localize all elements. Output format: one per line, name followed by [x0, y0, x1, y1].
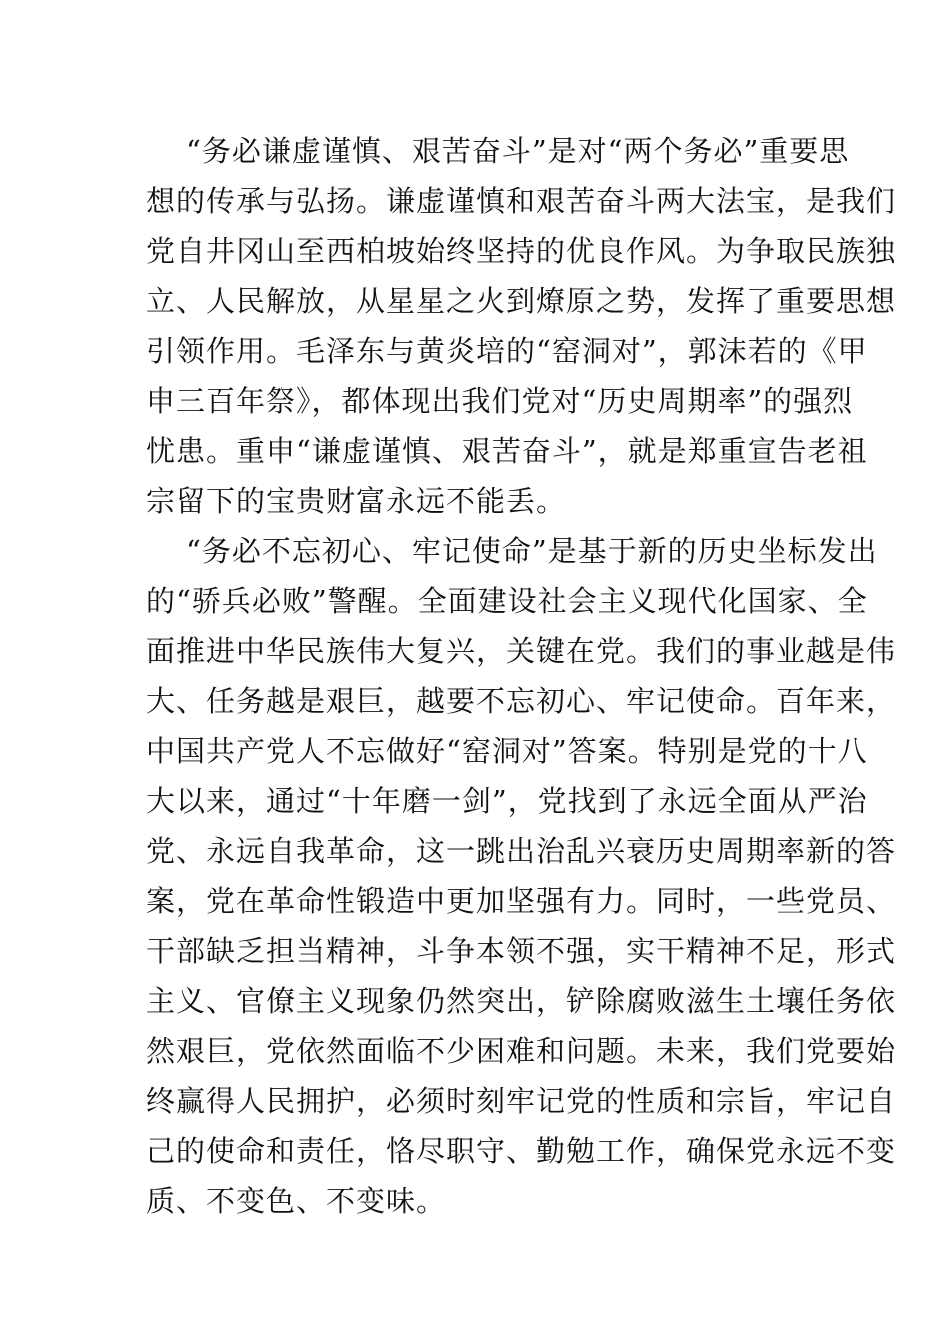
- paragraph-line: 干部缺乏担当精神，斗争本领不强，实干精神不足，形式: [146, 934, 897, 968]
- paragraph-line: 大以来，通过“十年磨一剑”，党找到了永远全面从严治: [146, 784, 868, 818]
- paragraph-line: 大、任务越是艰巨，越要不忘初心、牢记使命。百年来，: [146, 684, 897, 718]
- paragraph-line: 党自井冈山至西柏坡始终坚持的优良作风。为争取民族独: [146, 234, 897, 268]
- paragraph-line: 面推进中华民族伟大复兴，关键在党。我们的事业越是伟: [146, 634, 897, 668]
- paragraph-2: [146, 526, 897, 1226]
- paragraph-line: “务必不忘初心、牢记使命”是基于新的历史坐标发出: [186, 534, 878, 568]
- paragraph-line: 党、永远自我革命，这一跳出治乱兴衰历史周期率新的答: [146, 834, 897, 868]
- paragraph-line: 忧患。重申“谦虚谨慎、艰苦奋斗”，就是郑重宣告老祖: [146, 434, 868, 468]
- paragraph-line: 然艰巨，党依然面临不少困难和问题。未来，我们党要始: [146, 1034, 897, 1068]
- paragraph-line: “务必谦虚谨慎、艰苦奋斗”是对“两个务必”重要思: [186, 134, 850, 168]
- paragraph-line: 质、不变色、不变味。: [146, 1184, 447, 1218]
- paragraph-line: 己的使命和责任，恪尽职守、勤勉工作，确保党永远不变: [146, 1134, 897, 1168]
- paragraph-line: 宗留下的宝贵财富永远不能丢。: [146, 484, 567, 518]
- paragraph-line: 立、人民解放，从星星之火到燎原之势，发挥了重要思想: [146, 284, 897, 318]
- paragraph-line: 案，党在革命性锻造中更加坚强有力。同时，一些党员、: [146, 884, 897, 918]
- paragraph-line: 中国共产党人不忘做好“窑洞对”答案。特别是党的十八: [146, 734, 868, 768]
- paragraph-line: 引领作用。毛泽东与黄炎培的“窑洞对”，郭沫若的《甲: [146, 334, 868, 368]
- document-body: [146, 126, 897, 1226]
- paragraph-line: 终赢得人民拥护，必须时刻牢记党的性质和宗旨，牢记自: [146, 1084, 897, 1118]
- paragraph-line: 的“骄兵必败”警醒。全面建设社会主义现代化国家、全: [146, 584, 868, 618]
- paragraph-line: 主义、官僚主义现象仍然突出，铲除腐败滋生土壤任务依: [146, 984, 897, 1018]
- paragraph-1: [146, 126, 897, 526]
- paragraph-line: 申三百年祭》，都体现出我们党对“历史周期率”的强烈: [146, 384, 854, 418]
- paragraph-line: 想的传承与弘扬。谦虚谨慎和艰苦奋斗两大法宝，是我们: [146, 184, 897, 218]
